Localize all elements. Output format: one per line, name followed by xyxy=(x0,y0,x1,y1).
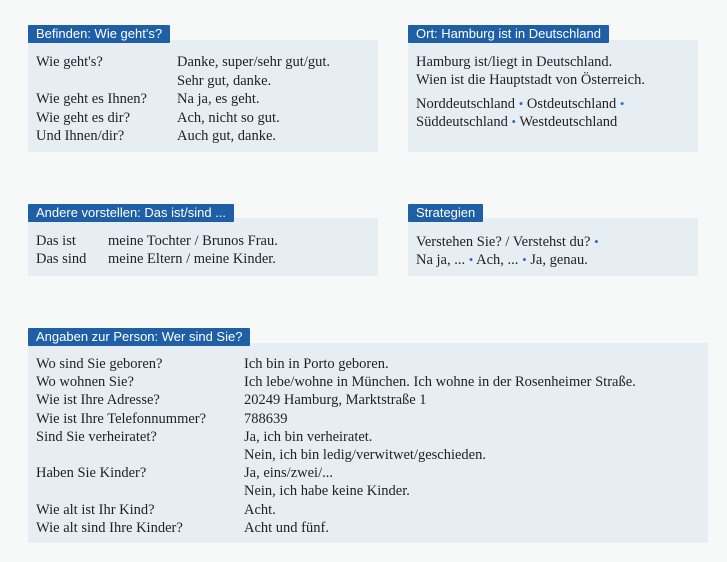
row-question: Wie ist Ihre Adresse? xyxy=(36,392,160,409)
row-question: Wie alt sind Ihre Kinder? xyxy=(36,519,183,536)
row-question: Wie geht es Ihnen? xyxy=(36,91,147,107)
region-sued: Süddeutschland xyxy=(416,114,508,130)
ort-line-2: Wien ist die Hauptstadt von Österreich. xyxy=(416,72,645,88)
strategien-header: Strategien xyxy=(408,204,483,222)
row-question: Wie geht's? xyxy=(36,54,103,70)
row-question: Wo wohnen Sie? xyxy=(36,374,134,391)
row-question: Haben Sie Kinder? xyxy=(36,465,147,482)
strategien-item-2: Ach, ... xyxy=(476,252,519,268)
ort-header: Ort: Hamburg ist in Deutschland xyxy=(408,25,609,43)
row-answer: Ich lebe/wohne in München. Ich wohne in der Rosenheimer Straße. xyxy=(244,374,636,391)
row-answer: Nein, ich bin ledig/verwitwet/geschieden. xyxy=(244,447,486,463)
row-question: Wie geht es dir? xyxy=(36,109,131,126)
strategien-question: Verstehen Sie? / Verstehst du? xyxy=(416,234,591,250)
region-nord: Norddeutschland xyxy=(416,96,516,112)
row-answer: Ich bin in Porto geboren. xyxy=(244,356,389,372)
row-answer: 788639 xyxy=(244,410,288,427)
row-answer: meine Tochter / Brunos Frau. xyxy=(108,233,278,249)
bullet-icon: • xyxy=(619,96,625,111)
region-west: Westdeutschland xyxy=(519,114,618,130)
row-answer: 20249 Hamburg, Marktstraße 1 xyxy=(244,392,427,409)
bullet-icon: • xyxy=(522,252,527,267)
angaben-header: Angaben zur Person: Wer sind Sie? xyxy=(28,328,250,346)
row-question: Wie alt ist Ihr Kind? xyxy=(36,501,155,518)
row-question: Das ist xyxy=(36,233,76,249)
row-answer: Acht. xyxy=(244,501,276,518)
row-answer: Ja, ich bin verheiratet. xyxy=(244,428,373,445)
befinden-header: Befinden: Wie geht's? xyxy=(28,25,170,43)
row-answer: meine Eltern / meine Kinder. xyxy=(108,251,276,267)
row-question: Wie ist Ihre Telefonnummer? xyxy=(36,410,207,427)
row-answer: Auch gut, danke. xyxy=(177,128,277,144)
strategien-item-1: Na ja, ... xyxy=(416,252,466,268)
row-answer: Sehr gut, danke. xyxy=(177,72,272,89)
row-answer: Ja, eins/zwei/... xyxy=(244,465,333,482)
bullet-icon: • xyxy=(468,252,474,267)
bullet-icon: • xyxy=(594,234,599,249)
row-answer: Danke, super/sehr gut/gut. xyxy=(177,54,331,70)
row-answer: Nein, ich habe keine Kinder. xyxy=(244,483,410,500)
bullet-icon: • xyxy=(511,114,517,129)
row-question: Wo sind Sie geboren? xyxy=(36,356,163,372)
vorstellen-header: Andere vorstellen: Das ist/sind ... xyxy=(28,204,234,222)
region-ost: Ostdeutschland xyxy=(526,96,617,112)
row-answer: Acht und fünf. xyxy=(244,519,329,536)
ort-line-1: Hamburg ist/liegt in Deutschland. xyxy=(416,54,613,70)
row-question: Und Ihnen/dir? xyxy=(36,128,125,144)
row-answer: Ach, nicht so gut. xyxy=(177,109,280,126)
strategien-item-3: Ja, genau. xyxy=(530,252,588,268)
bullet-icon: • xyxy=(518,96,524,111)
strategien-line-1 xyxy=(416,232,599,252)
ort-regions-line-1 xyxy=(416,94,624,114)
strategien-line-2 xyxy=(416,250,588,270)
row-question: Sind Sie verheiratet? xyxy=(36,428,157,445)
row-answer: Na ja, es geht. xyxy=(177,91,260,107)
ort-regions-line-2 xyxy=(416,112,617,132)
row-question: Das sind xyxy=(36,251,87,267)
